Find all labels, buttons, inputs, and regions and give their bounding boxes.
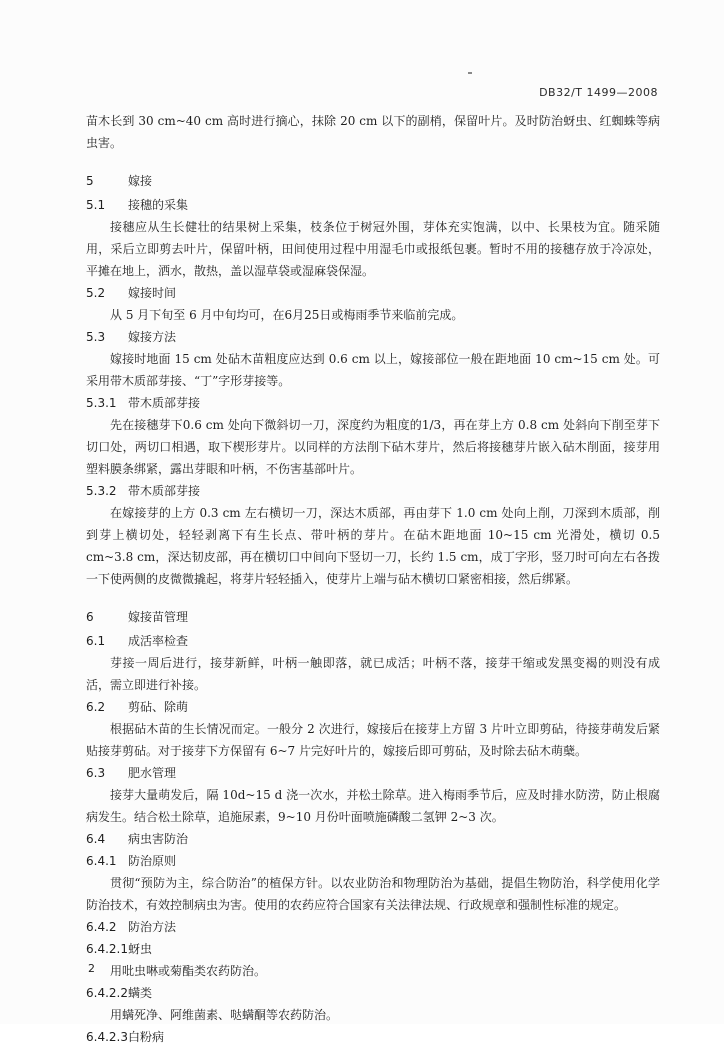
subsection-heading [86, 828, 660, 850]
scan-mark [468, 72, 472, 74]
heading-number: 6.2 [86, 700, 106, 714]
subsection-heading [86, 938, 660, 960]
heading-number: 6.1 [86, 634, 106, 648]
subsection-heading [86, 194, 660, 216]
paragraph: 苗木长到 30 cm~40 cm 高时进行摘心，抹除 20 cm 以下的副梢，保留叶片。及时防治蚜虫、红蜘蛛等病虫害。 [86, 114, 660, 150]
subsection-heading [86, 326, 660, 348]
paragraph: 接芽大量萌发后，隔 10d~15 d 浇一次水，并松土除草。进入梅雨季节后，应及时排水防涝，防止根腐病发生。结合松土除草，追施尿素，9~10 月份叶面喷施磷酸二氢钾 2~3 次。 [86, 788, 660, 824]
section-heading [86, 606, 660, 628]
subsection-heading [86, 762, 660, 784]
heading-title: 螨类 [128, 986, 153, 1000]
paragraph: 先在接穗芽下0.6 cm 处向下微斜切一刀，深度约为粗度的1/3，再在芽上方 0.8 cm 处斜向下削至芽下切口处，两切口相遇，取下楔形芽片。以同样的方法削下砧木芽片，然后将接穗芽片嵌入砧木削面，接芽用塑料膜条绑紧，露出芽眼和叶柄，不伤害基部叶片。 [86, 418, 660, 476]
subsection-heading [86, 696, 660, 718]
heading-title: 嫁接 [128, 174, 153, 188]
heading-title: 蚜虫 [128, 942, 153, 956]
heading-number: 5.3 [86, 330, 106, 344]
heading-number: 6.4.2.2 [86, 986, 128, 1000]
heading-title: 剪砧、除萌 [128, 700, 189, 714]
heading-title: 嫁接苗管理 [128, 610, 189, 624]
subsection-heading [86, 916, 660, 938]
heading-number: 5 [86, 174, 94, 188]
heading-number: 6.4 [86, 832, 106, 846]
paragraph: 从 5 月下旬至 6 月中旬均可，在6月25日或梅雨季节来临前完成。 [110, 308, 464, 322]
subsection-heading [86, 392, 660, 414]
standard-code: DB32/T 1499—2008 [539, 86, 658, 99]
paragraph: 根据砧木苗的生长情况而定。一般分 2 次进行，嫁接后在接芽上方留 3 片叶立即剪砧，待接芽萌发后紧贴接芽剪砧。对于接芽下方保留有 6~7 片完好叶片的，嫁接后即可剪砧，及时除去砧木萌蘖。 [86, 722, 660, 758]
paragraph: 用螨死净、阿维菌素、哒螨酮等农药防治。 [110, 1008, 339, 1022]
section-heading [86, 170, 660, 192]
heading-number: 6.4.2 [86, 920, 117, 934]
paragraph: 贯彻“预防为主，综合防治”的植保方针。以农业防治和物理防治为基础，提倡生物防治，科学使用化学防治技术，有效控制病虫为害。使用的农药应符合国家有关法律法规、行政规章和强制性标准的规定。 [86, 876, 660, 912]
heading-title: 带木质部芽接 [128, 396, 201, 410]
subsection-heading [86, 1026, 660, 1048]
heading-title: 白粉病 [128, 1030, 165, 1044]
heading-title: 带木质部芽接 [128, 484, 201, 498]
heading-title: 接穗的采集 [128, 198, 189, 212]
heading-title: 成活率检查 [128, 634, 189, 648]
heading-number: 6.3 [86, 766, 106, 780]
paragraph: 嫁接时地面 15 cm 处砧木苗粗度应达到 0.6 cm 以上，嫁接部位一般在距地面 10 cm~15 cm 处。可采用带木质部芽接、“丁”字形芽接等。 [86, 352, 660, 388]
heading-number: 6.4.1 [86, 854, 117, 868]
heading-number: 6.4.2.3 [86, 1030, 128, 1044]
paragraph: 用吡虫啉或菊酯类农药防治。 [110, 964, 267, 978]
document-body [86, 110, 660, 1048]
heading-title: 防治原则 [128, 854, 177, 868]
paragraph: 接穗应从生长健壮的结果树上采集，枝条位于树冠外围，芽体充实饱满，以中、长果枝为宜。随采随用，采后立即剪去叶片，保留叶柄，田间使用过程中用湿毛巾或报纸包裹。暂时不用的接穗存放于冷凉处，平摊在地上，洒水，散热，盖以湿草袋或湿麻袋保湿。 [86, 220, 660, 278]
heading-number: 5.3.1 [86, 396, 117, 410]
heading-number: 6.4.2.1 [86, 942, 128, 956]
heading-title: 嫁接时间 [128, 286, 177, 300]
subsection-heading [86, 282, 660, 304]
heading-number: 6 [86, 610, 94, 624]
heading-number: 5.2 [86, 286, 106, 300]
page-number: 2 [88, 962, 95, 975]
subsection-heading [86, 630, 660, 652]
subsection-heading [86, 982, 660, 1004]
heading-number: 5.3.2 [86, 484, 117, 498]
heading-title: 肥水管理 [128, 766, 177, 780]
subsection-heading [86, 480, 660, 502]
heading-title: 嫁接方法 [128, 330, 177, 344]
paragraph: 在嫁接芽的上方 0.3 cm 左右横切一刀，深达木质部，再由芽下 1.0 cm 处向上削，刀深到木质部，削到芽上横切处，轻轻剥离下有生长点、带叶柄的芽片。在砧木距地面 10~15 cm 光滑处，横切 0.5 cm~3.8 cm，深达韧皮部，再在横切口中间向下竖切一刀，长约 1.5 cm，成丁字形，竖刀时可向左右各拨一下使两侧的皮微微撬起，将芽片轻轻插入，使芽片上端与砧木横切口紧密相接，然后绑紧。 [86, 506, 660, 586]
heading-title: 病虫害防治 [128, 832, 189, 846]
heading-number: 5.1 [86, 198, 106, 212]
heading-title: 防治方法 [128, 920, 177, 934]
paragraph: 芽接一周后进行，接芽新鲜，叶柄一触即落，就已成活；叶柄不落，接芽干缩或发黑变褐的则没有成活，需立即进行补接。 [86, 656, 660, 692]
subsection-heading [86, 850, 660, 872]
